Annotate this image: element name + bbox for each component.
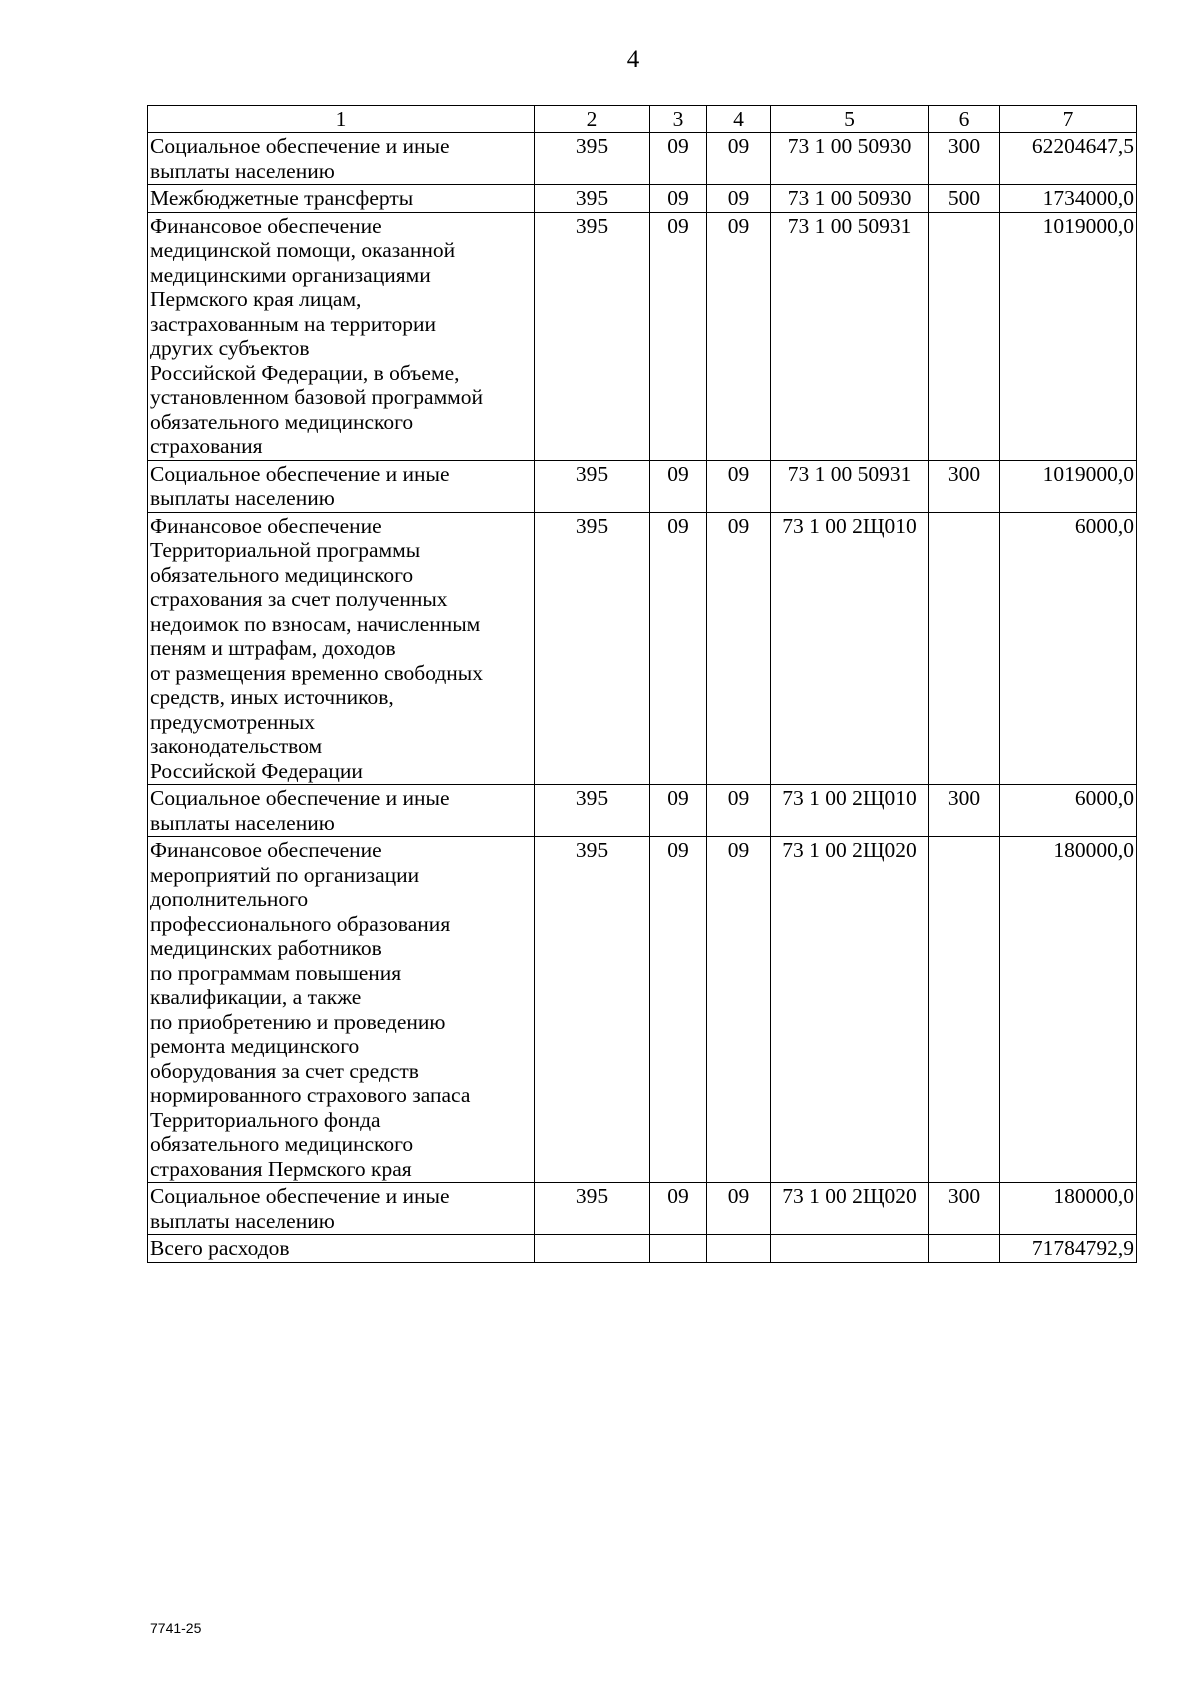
cell-amount: 1019000,0 [1000,212,1137,460]
page-number: 4 [626,46,640,73]
table-row [148,185,1137,213]
table-row [148,1235,1137,1263]
cell-admin-code: 395 [535,785,650,837]
cell-name: Социальное обеспечение и иные выплаты населению [148,460,535,512]
column-header-7: 7 [1000,106,1137,133]
cell-name: Социальное обеспечение и иные выплаты населению [148,785,535,837]
cell-expense-type [929,512,1000,785]
column-header-6: 6 [929,106,1000,133]
cell-target-article [771,1235,929,1263]
cell-name: Социальное обеспечение и иные выплаты населению [148,1183,535,1235]
cell-section: 09 [650,837,707,1183]
cell-section: 09 [650,785,707,837]
cell-admin-code: 395 [535,460,650,512]
cell-subsection: 09 [707,837,771,1183]
column-header-4: 4 [707,106,771,133]
cell-subsection: 09 [707,460,771,512]
cell-expense-type: 300 [929,1183,1000,1235]
cell-name: Финансовое обеспечение медицинской помощи, оказанной медицинскими организациями Пермского края лицам, застрахованным на территории других субъектов Российской Федерации, в объеме, установленном базовой программой обязательного медицинского страхования [148,212,535,460]
cell-section: 09 [650,185,707,213]
cell-expense-type [929,837,1000,1183]
cell-section: 09 [650,212,707,460]
cell-name: Финансовое обеспечение Территориальной программы обязательного медицинского страхования за счет полученных недоимок по взносам, начисленным пеням и штрафам, доходов от размещения временно свободных средств, иных источников, предусмотренных законодательством Российской Федерации [148,512,535,785]
expenses-table [147,105,1137,1263]
cell-amount: 71784792,9 [1000,1235,1137,1263]
cell-admin-code: 395 [535,512,650,785]
cell-expense-type: 500 [929,185,1000,213]
cell-target-article: 73 1 00 2Щ010 [771,512,929,785]
column-header-1: 1 [148,106,535,133]
cell-amount: 1734000,0 [1000,185,1137,213]
table-row [148,1183,1137,1235]
cell-target-article: 73 1 00 2Щ020 [771,837,929,1183]
table-row [148,785,1137,837]
table-row [148,212,1137,460]
cell-name: Всего расходов [148,1235,535,1263]
cell-amount: 180000,0 [1000,1183,1137,1235]
cell-expense-type [929,212,1000,460]
cell-subsection: 09 [707,212,771,460]
cell-target-article: 73 1 00 50930 [771,133,929,185]
document-code: 7741-25 [150,1620,202,1636]
table-row [148,460,1137,512]
cell-target-article: 73 1 00 2Щ010 [771,785,929,837]
cell-amount: 62204647,5 [1000,133,1137,185]
cell-amount: 6000,0 [1000,512,1137,785]
column-header-2: 2 [535,106,650,133]
cell-expense-type: 300 [929,460,1000,512]
cell-subsection: 09 [707,1183,771,1235]
cell-subsection: 09 [707,785,771,837]
cell-target-article: 73 1 00 50931 [771,460,929,512]
cell-section [650,1235,707,1263]
column-header-5: 5 [771,106,929,133]
cell-admin-code: 395 [535,212,650,460]
column-header-3: 3 [650,106,707,133]
cell-name: Социальное обеспечение и иные выплаты населению [148,133,535,185]
cell-subsection: 09 [707,133,771,185]
cell-admin-code: 395 [535,1183,650,1235]
cell-subsection: 09 [707,512,771,785]
cell-admin-code: 395 [535,837,650,1183]
table-body [148,133,1137,1263]
cell-admin-code: 395 [535,185,650,213]
cell-amount: 1019000,0 [1000,460,1137,512]
cell-section: 09 [650,460,707,512]
table-row [148,837,1137,1183]
cell-section: 09 [650,133,707,185]
cell-section: 09 [650,512,707,785]
cell-target-article: 73 1 00 2Щ020 [771,1183,929,1235]
cell-expense-type: 300 [929,785,1000,837]
cell-section: 09 [650,1183,707,1235]
cell-name: Финансовое обеспечение мероприятий по организации дополнительного профессионального образования медицинских работников по программам повышения квалификации, а также по приобретению и проведению ремонта медицинского оборудования за счет средств нормированного страхового запаса Территориального фонда обязательного медицинского страхования Пермского края [148,837,535,1183]
cell-subsection: 09 [707,185,771,213]
cell-amount: 6000,0 [1000,785,1137,837]
cell-admin-code: 395 [535,133,650,185]
header-row [148,106,1137,133]
cell-expense-type: 300 [929,133,1000,185]
cell-amount: 180000,0 [1000,837,1137,1183]
cell-expense-type [929,1235,1000,1263]
cell-subsection [707,1235,771,1263]
table-row [148,133,1137,185]
cell-target-article: 73 1 00 50930 [771,185,929,213]
table-row [148,512,1137,785]
cell-target-article: 73 1 00 50931 [771,212,929,460]
cell-name: Межбюджетные трансферты [148,185,535,213]
cell-admin-code [535,1235,650,1263]
